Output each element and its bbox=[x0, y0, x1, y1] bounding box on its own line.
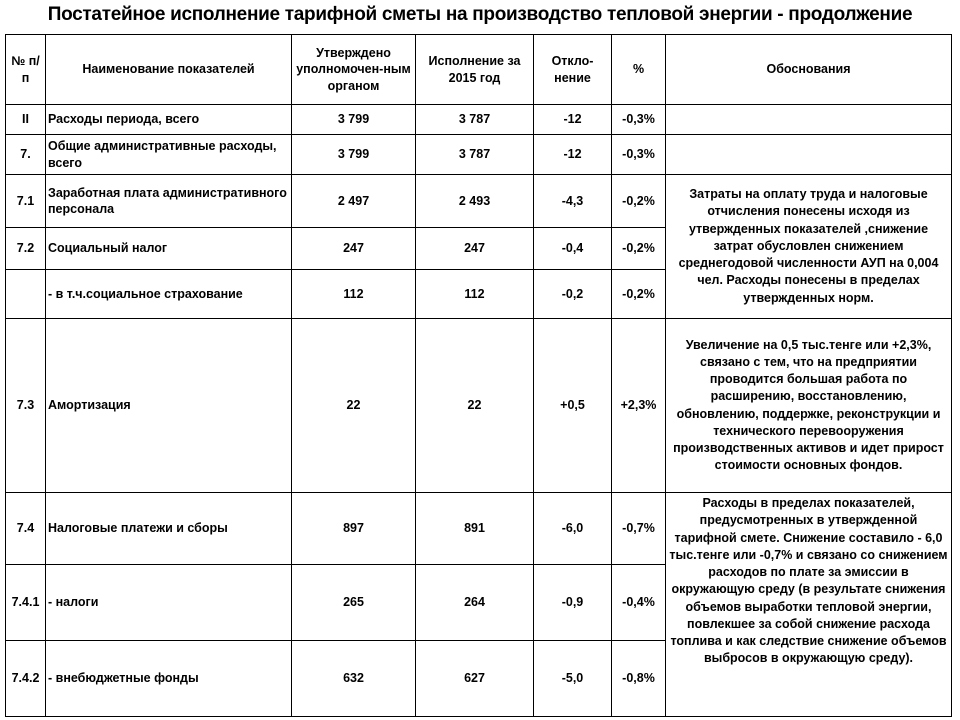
row-deviation: -0,4 bbox=[534, 228, 612, 270]
row-name: - налоги bbox=[46, 565, 292, 641]
header-num: № п/п bbox=[6, 35, 46, 105]
table-row bbox=[6, 105, 952, 135]
tariff-table bbox=[5, 34, 952, 717]
row-percent: -0,2% bbox=[612, 228, 666, 270]
row-name: Налоговые платежи и сборы bbox=[46, 493, 292, 565]
row-name: Заработная плата административного персонала bbox=[46, 175, 292, 228]
row-deviation: -0,9 bbox=[534, 565, 612, 641]
row-name: Общие административные расходы, всего bbox=[46, 135, 292, 175]
row-actual: 3 787 bbox=[416, 135, 534, 175]
row-actual: 627 bbox=[416, 641, 534, 717]
table-row bbox=[6, 493, 952, 565]
row-actual: 247 bbox=[416, 228, 534, 270]
row-percent: -0,2% bbox=[612, 270, 666, 319]
header-actual: Исполнение за 2015 год bbox=[416, 35, 534, 105]
row-name: Амортизация bbox=[46, 319, 292, 493]
justification-salary: Затраты на оплату труда и налоговые отчисления понесены исходя из утвержденных показателей ,снижение затрат обусловлен снижением среднегодовой численности АУП на 0,004 чел. Расходы понесены в пределах утвержденных норм. bbox=[666, 175, 952, 319]
row-percent: -0,3% bbox=[612, 135, 666, 175]
row-approved: 632 bbox=[292, 641, 416, 717]
justification-empty bbox=[666, 135, 952, 175]
justification-taxes: Расходы в пределах показателей, предусмотренных в утвержденной тарифной смете. Снижение составило - 6,0 тыс.тенге или -0,7% и связано со снижением расходов по плате за эмиссии в окружающую среду (в результате снижения объемов выработки тепловой энергии, повлекшее за собой снижение расхода топлива и как следствие снижение объемов выбросов в окружающую среду). bbox=[666, 493, 952, 717]
header-name: Наименование показателей bbox=[46, 35, 292, 105]
row-num: II bbox=[6, 105, 46, 135]
row-num: 7.1 bbox=[6, 175, 46, 228]
header-row bbox=[6, 35, 952, 105]
row-actual: 891 bbox=[416, 493, 534, 565]
row-deviation: -0,2 bbox=[534, 270, 612, 319]
row-actual: 2 493 bbox=[416, 175, 534, 228]
row-actual: 3 787 bbox=[416, 105, 534, 135]
row-approved: 3 799 bbox=[292, 105, 416, 135]
row-approved: 2 497 bbox=[292, 175, 416, 228]
row-percent: -0,8% bbox=[612, 641, 666, 717]
row-num: 7.2 bbox=[6, 228, 46, 270]
row-deviation: -5,0 bbox=[534, 641, 612, 717]
header-approved: Утверждено уполномочен-ным органом bbox=[292, 35, 416, 105]
row-num bbox=[6, 270, 46, 319]
header-justification: Обоснования bbox=[666, 35, 952, 105]
row-num: 7.4 bbox=[6, 493, 46, 565]
row-name: - внебюджетные фонды bbox=[46, 641, 292, 717]
row-approved: 3 799 bbox=[292, 135, 416, 175]
page-title: Постатейное исполнение тарифной сметы на производство тепловой энергии - продолжение bbox=[47, 4, 913, 25]
row-num: 7.4.2 bbox=[6, 641, 46, 717]
row-percent: -0,4% bbox=[612, 565, 666, 641]
row-percent: -0,7% bbox=[612, 493, 666, 565]
row-approved: 22 bbox=[292, 319, 416, 493]
table-row bbox=[6, 319, 952, 493]
row-percent: -0,3% bbox=[612, 105, 666, 135]
header-deviation: Откло-нение bbox=[534, 35, 612, 105]
row-percent: -0,2% bbox=[612, 175, 666, 228]
row-percent: +2,3% bbox=[612, 319, 666, 493]
row-approved: 247 bbox=[292, 228, 416, 270]
row-num: 7.3 bbox=[6, 319, 46, 493]
row-num: 7.4.1 bbox=[6, 565, 46, 641]
row-name: Расходы периода, всего bbox=[46, 105, 292, 135]
justification-empty bbox=[666, 105, 952, 135]
row-actual: 264 bbox=[416, 565, 534, 641]
row-num: 7. bbox=[6, 135, 46, 175]
row-approved: 112 bbox=[292, 270, 416, 319]
row-name: Социальный налог bbox=[46, 228, 292, 270]
row-deviation: -12 bbox=[534, 105, 612, 135]
row-deviation: -6,0 bbox=[534, 493, 612, 565]
header-percent: % bbox=[612, 35, 666, 105]
row-deviation: +0,5 bbox=[534, 319, 612, 493]
row-deviation: -12 bbox=[534, 135, 612, 175]
row-deviation: -4,3 bbox=[534, 175, 612, 228]
row-approved: 897 bbox=[292, 493, 416, 565]
justification-amortization: Увеличение на 0,5 тыс.тенге или +2,3%, связано с тем, что на предприятии проводится большая работа по расширению, восстановлению, обновлению, поддержке, реконструкции и технического перевооружения производственных активов и идет прирост стоимости основных фондов. bbox=[666, 319, 952, 493]
row-actual: 22 bbox=[416, 319, 534, 493]
row-actual: 112 bbox=[416, 270, 534, 319]
table-row bbox=[6, 135, 952, 175]
row-name: - в т.ч.социальное страхование bbox=[46, 270, 292, 319]
row-approved: 265 bbox=[292, 565, 416, 641]
table-row bbox=[6, 175, 952, 228]
